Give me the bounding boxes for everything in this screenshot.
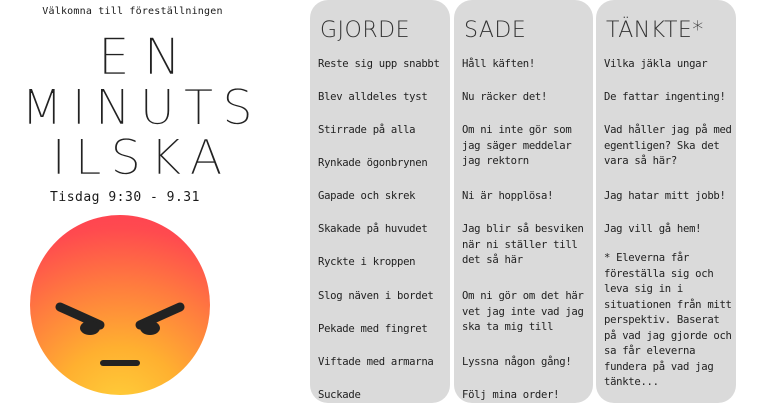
gjorde-item: Suckade <box>318 389 361 401</box>
gjorde-item: Stirrade på alla <box>318 124 416 136</box>
sade-item: Nu räcker det! <box>462 91 548 103</box>
column-sade <box>454 0 593 403</box>
left-eye <box>80 321 100 335</box>
tankte-item: Jag hatar mitt jobb! <box>604 190 726 202</box>
angry-face-features <box>30 215 210 395</box>
right-eye <box>140 321 160 335</box>
welcome-text: Välkomna till föreställningen <box>42 6 223 17</box>
heading-sade: SADE <box>464 18 527 43</box>
sade-item: Om ni gör om det här vet jag inte vad jag ska ta mig till <box>462 290 584 333</box>
sade-item: Håll käften! <box>462 58 535 70</box>
title-line-3: ILSKA <box>51 130 232 186</box>
sade-item: Ni är hopplösa! <box>462 190 554 202</box>
tankte-item: Vad håller jag på med egentligen? Ska det vara så här? <box>604 124 732 167</box>
gjorde-item: Viftade med armarna <box>318 356 434 368</box>
sade-item: Följ mina order! <box>462 389 560 401</box>
tankte-footnote: * Eleverna får föreställa sig och leva sig in i situationen från mitt perspektiv. Baserat på vad jag gjorde och sa får eleverna fundera på vad jag tänkte... <box>604 252 732 388</box>
mouth <box>100 360 140 366</box>
angry-face-icon <box>30 215 210 395</box>
heading-tankte: TÄNKTE* <box>606 18 704 43</box>
column-gjorde <box>310 0 450 403</box>
gjorde-item: Rynkade ögonbrynen <box>318 157 428 169</box>
sade-item: Lyssna någon gång! <box>462 356 572 368</box>
tankte-item: Jag vill gå hem! <box>604 223 702 235</box>
gjorde-item: Slog näven i bordet <box>318 290 434 302</box>
gjorde-item: Blev alldeles tyst <box>318 91 428 103</box>
gjorde-item: Skakade på huvudet <box>318 223 428 235</box>
event-time: Tisdag 9:30 - 9.31 <box>50 190 200 205</box>
gjorde-item: Gapade och skrek <box>318 190 416 202</box>
column-tankte <box>596 0 736 403</box>
gjorde-item: Reste sig upp snabbt <box>318 58 440 70</box>
title-line-1: EN <box>98 28 195 86</box>
title-line-2: MINUTS <box>21 80 262 136</box>
poster <box>0 0 300 403</box>
gjorde-item: Ryckte i kroppen <box>318 256 416 268</box>
sade-item: Om ni inte gör som jag säger meddelar jag rektorn <box>462 124 572 167</box>
gjorde-item: Pekade med fingret <box>318 323 428 335</box>
tankte-item: De fattar ingenting! <box>604 91 726 103</box>
tankte-item: Vilka jäkla ungar <box>604 58 708 70</box>
heading-gjorde: GJORDE <box>320 18 410 43</box>
sade-item: Jag blir så besviken när ni ställer till det så här <box>462 223 584 266</box>
